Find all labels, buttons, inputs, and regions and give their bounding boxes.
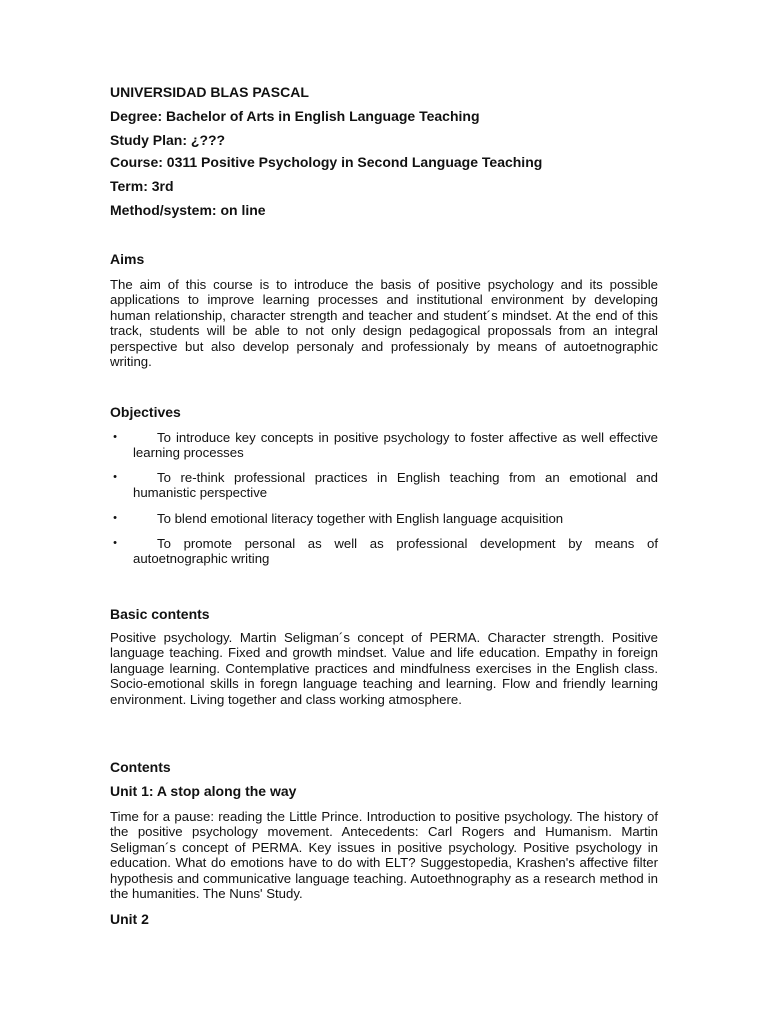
unit-1-heading: Unit 1: A stop along the way: [110, 783, 297, 799]
bullet-icon: •: [113, 537, 117, 549]
basic-contents-heading: Basic contents: [110, 606, 210, 622]
university-name: UNIVERSIDAD BLAS PASCAL: [110, 84, 309, 100]
bullet-icon: •: [113, 431, 117, 443]
unit-2-heading: Unit 2: [110, 911, 149, 927]
objectives-heading: Objectives: [110, 404, 181, 420]
bullet-icon: •: [113, 512, 117, 524]
degree-line: Degree: Bachelor of Arts in English Language Teaching: [110, 108, 480, 124]
objective-text: To promote personal as well as professional development by means of autoetnographic writing: [133, 536, 658, 567]
bullet-icon: •: [113, 471, 117, 483]
method-line: Method/system: on line: [110, 202, 266, 218]
document-page: [110, 0, 658, 1024]
contents-heading: Contents: [110, 759, 171, 775]
term-line: Term: 3rd: [110, 178, 174, 194]
objective-text: To re-think professional practices in English teaching from an emotional and humanistic perspective: [133, 470, 658, 501]
basic-contents-paragraph: Positive psychology. Martin Seligman´s concept of PERMA. Character strength. Positive language teaching. Fixed and growth mindset. Value and life education. Empathy in foreign language learning. Contemplative practices and mindfulness exercises in the English class. Socio-emotional skills in foregn language teaching and learning. Flow and friendly learning environment. Living together and class working atmosphere.: [110, 630, 658, 707]
aims-heading: Aims: [110, 251, 145, 267]
study-plan-line: Study Plan: ¿???: [110, 132, 226, 148]
aims-paragraph: The aim of this course is to introduce the basis of positive psychology and its possible applications to improve learning processes and institutional environment by developing human relationship, character strength and teacher and student´s mindset. At the end of this track, students will be able to not only design pedagogical propossals from an integral perspective but also develop personaly and professionaly by means of autoetnographic writing.: [110, 277, 658, 370]
course-line: Course: 0311 Positive Psychology in Second Language Teaching: [110, 154, 543, 170]
objective-text: To blend emotional literacy together with English language acquisition: [157, 511, 564, 526]
objective-text: To introduce key concepts in positive psychology to foster affective as well effective learning processes: [133, 430, 658, 461]
unit-1-paragraph: Time for a pause: reading the Little Prince. Introduction to positive psychology. The history of the positive psychology movement. Antecedents: Carl Rogers and Humanism. Martin Seligman´s concept of PERMA. Key issues in positive psychology. Positive psychology in education. What do emotions have to do with ELT? Suggestopedia, Krashen's affective filter hypothesis and communicative language teaching. Autoethnography as a research method in the humanities. The Nuns' Study.: [110, 809, 658, 902]
